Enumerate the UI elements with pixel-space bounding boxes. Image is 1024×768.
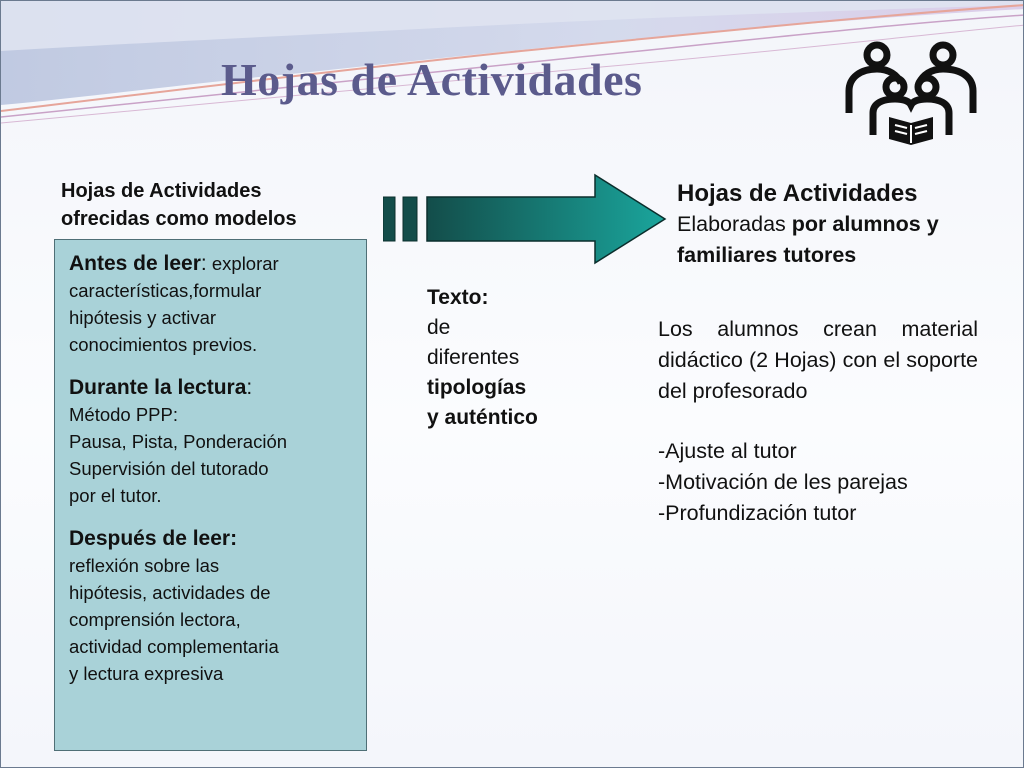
right-heading-title: Hojas de Actividades [677, 180, 918, 207]
antes-label: Antes de leer [69, 252, 201, 275]
despues-text-1: reflexión sobre las [69, 555, 220, 576]
despues-section [69, 525, 354, 687]
left-heading [61, 177, 297, 233]
reading-group-icon [839, 39, 984, 147]
despues-label: Después de leer: [69, 527, 238, 550]
despues-text-5: y lectura expresiva [69, 663, 224, 684]
antes-text-2: características,formular [69, 280, 262, 301]
texto-line3: tipologías [427, 376, 527, 399]
right-paragraph: Los alumnos crean material didáctico (2 Hojas) con el soporte del profesorado [658, 317, 978, 403]
durante-text-4: por el tutor. [69, 485, 162, 506]
page-title: Hojas de Actividades [221, 54, 643, 105]
right-sub-bold2: familiares tutores [677, 243, 857, 267]
durante-text-1: Método PPP: [69, 404, 179, 425]
list-item: -Motivación de les parejas [658, 470, 908, 494]
antes-text-3: hipótesis y activar [69, 307, 217, 328]
despues-text-3: comprensión lectora, [69, 609, 241, 630]
right-heading-sub [677, 209, 1007, 240]
right-list [658, 436, 908, 529]
antes-sep: : [200, 252, 207, 275]
texto-line2: diferentes [427, 346, 520, 369]
list-item: -Ajuste al tutor [658, 439, 797, 463]
durante-section [69, 374, 354, 509]
text-type-block [427, 283, 538, 433]
list-item: -Profundización tutor [658, 501, 857, 525]
texto-label: Texto: [427, 286, 489, 309]
durante-text-2: Pausa, Pista, Ponderación [69, 431, 288, 452]
antes-section [69, 250, 354, 358]
durante-label: Durante la lectura [69, 376, 247, 399]
antes-text-4: conocimientos previos. [69, 334, 258, 355]
right-arrow-icon [383, 173, 668, 265]
texto-line4: y auténtico [427, 406, 538, 429]
right-sub-normal: Elaboradas [677, 212, 792, 236]
durante-text-3: Supervisión del tutorado [69, 458, 269, 479]
model-activities-box [54, 239, 367, 751]
left-heading-line1: Hojas de Actividades [61, 180, 262, 202]
antes-text-1: explorar [206, 253, 279, 274]
right-sub-bold1: por alumnos y [791, 212, 939, 236]
durante-sep: : [246, 376, 253, 399]
despues-text-2: hipótesis, actividades de [69, 582, 271, 603]
right-heading [677, 178, 1007, 271]
left-heading-line2: ofrecidas como modelos [61, 208, 297, 230]
despues-text-4: actividad complementaria [69, 636, 279, 657]
texto-line1: de [427, 316, 451, 339]
